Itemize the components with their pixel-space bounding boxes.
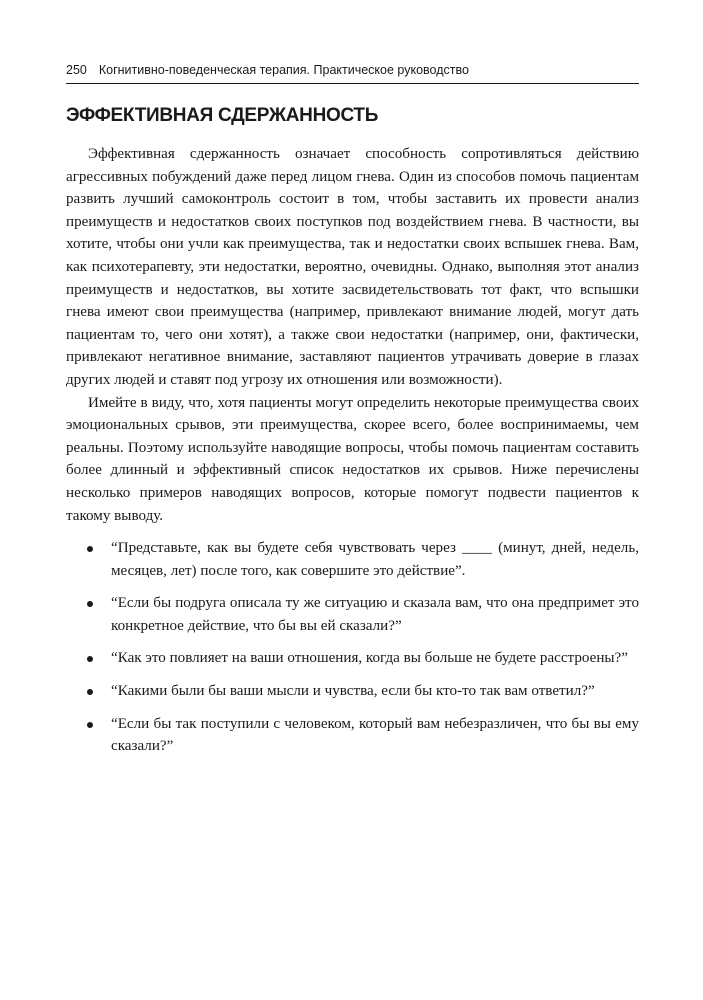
section-heading: ЭФФЕКТИВНАЯ СДЕРЖАННОСТЬ	[66, 105, 379, 126]
list-item	[66, 713, 639, 758]
bullet-icon	[87, 722, 93, 728]
bullet-icon	[87, 689, 93, 695]
list-item	[66, 647, 639, 670]
header-rule	[66, 83, 639, 84]
book-title: Когнитивно-поведенческая терапия. Практическое руководство	[98, 63, 469, 77]
question-text: “Какими были бы ваши мысли и чувства, если бы кто-то так вам ответил?”	[111, 683, 595, 700]
body-text	[66, 143, 639, 768]
question-list	[66, 537, 639, 758]
list-item	[66, 592, 639, 637]
list-item	[66, 537, 639, 582]
question-text: “Как это повлияет на ваши отношения, когда вы больше не будете расстроены?”	[111, 650, 628, 667]
bullet-icon	[87, 546, 93, 552]
question-text: “Если бы подруга описала ту же ситуацию и сказала вам, что она предпримет это конкретное действие, что бы вы ей сказали?”	[111, 595, 639, 634]
bullet-icon	[87, 601, 93, 607]
question-text: “Если бы так поступили с человеком, который вам небезразличен, что бы вы ему сказали?”	[111, 715, 639, 755]
paragraph: Эффективная сдержанность означает способность сопротивляться действию агрессивных побуждений даже перед лицом гнева. Один из способов помочь пациентам развить лучший самоконтроль состоит в том, чтобы заставить их провести анализ преимуществ и недостатков своих поступков под воздействием гнева. В частности, вы хотите, чтобы они учли как преимущества, так и недостатки своих вспышек гнева. Вам, как психотерапевту, эти недостатки, вероятно, очевидны. Однако, выполняя этот анализ преимуществ и недостатков, вы хотите засвидетельствовать тот факт, что вспышки гнева имеют свои преимущества (например, привлекают внимание людей, могут дать пациентам то, чего они хотят), а также свои недостатки (например, они, фактически, привлекают негативное внимание, заставляют пациентов утрачивать доверие в глазах других людей и ставят под угрозу их отношения или возможности).	[66, 146, 639, 388]
bullet-icon	[87, 656, 93, 662]
question-text: “Представьте, как вы будете себя чувствовать через ____ (минут, дней, недель, месяцев, лет) после того, как совершите это действие”.	[111, 540, 639, 579]
paragraph: Имейте в виду, что, хотя пациенты могут определить некоторые преимущества своих эмоциональных срывов, эти преимущества, скорее всего, более воспринимаемы, чем реальны. Поэтому используйте наводящие вопросы, чтобы помочь пациентам составить более длинный и эффективный список недостатков их срывов. Ниже перечислены несколько примеров наводящих вопросов, которые помогут подвести пациентов к такому выводу.	[66, 394, 639, 524]
page-number: 250	[66, 63, 87, 77]
book-page	[66, 0, 639, 1000]
list-item	[66, 680, 639, 703]
running-header	[66, 62, 639, 78]
